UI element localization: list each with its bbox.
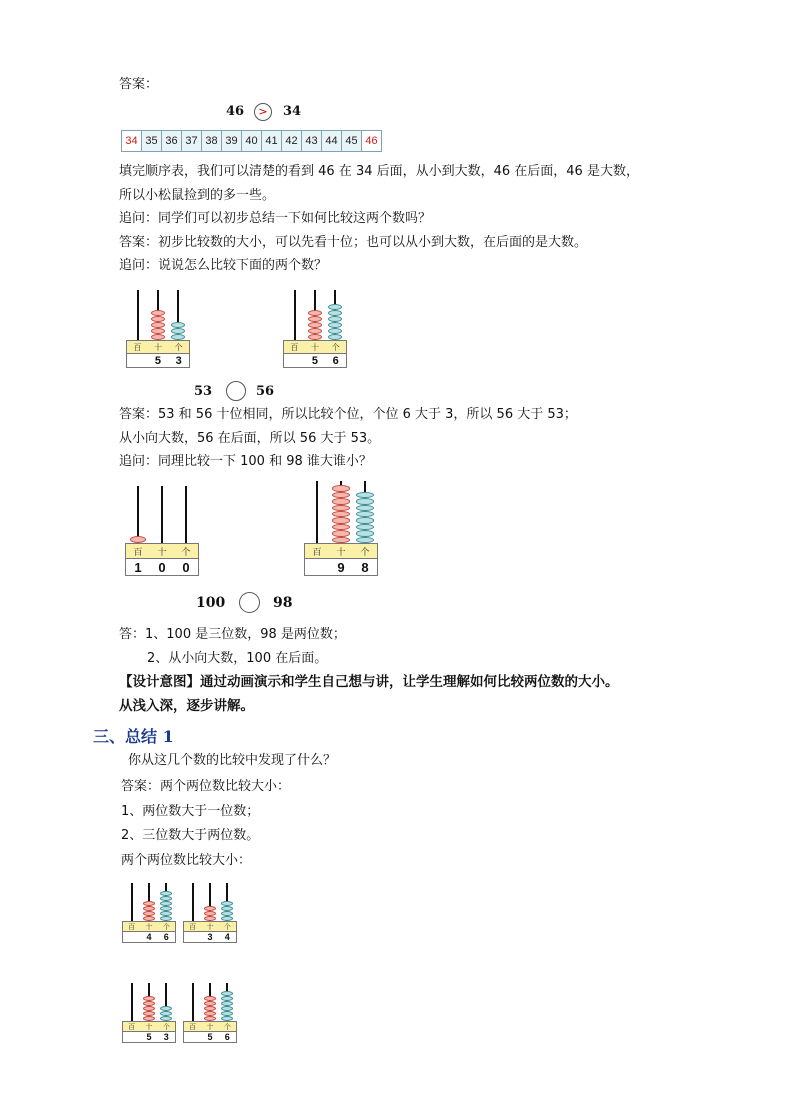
abacus-rod	[294, 290, 296, 340]
summary-point-2: 2、三位数大于两位数。	[121, 828, 260, 843]
abacus-bead	[332, 498, 350, 504]
summary-point-3: 两个两位数比较大小：	[121, 853, 252, 868]
digit: 9	[337, 559, 345, 575]
abacus-bead	[160, 891, 172, 896]
answer-2-line1: 答案：53 和 56 十位相同，所以比较个位，个位 6 大于 3，所以 56 大于 53；	[119, 407, 577, 422]
seq-cell: 34	[122, 130, 142, 152]
place-label: 个	[331, 342, 340, 352]
place-label: 个	[223, 922, 231, 931]
place-label: 百	[133, 342, 142, 352]
abacus-rod	[137, 290, 139, 340]
place-label-row	[122, 921, 176, 932]
answer-3-line1: 答：1、100 是三位数，98 是两位数；	[119, 627, 346, 642]
abacus-53	[126, 290, 190, 368]
abacus-bead	[328, 322, 342, 328]
abacus-98	[304, 481, 378, 576]
abacus-bead	[221, 1001, 233, 1006]
abacus-rod	[192, 883, 194, 921]
abacus-bead	[308, 310, 322, 316]
place-label: 个	[360, 547, 370, 558]
question-3: 追问：同理比较一下 100 和 98 谁大谁小？	[119, 454, 372, 469]
compare3-circle	[239, 592, 260, 613]
abacus-bead	[204, 1006, 216, 1011]
abacus-rod	[137, 486, 139, 543]
place-label: 十	[157, 547, 167, 558]
abacus-bead	[204, 1011, 216, 1016]
digit: 0	[158, 559, 166, 575]
abacus-bead	[356, 492, 374, 498]
digit: 5	[207, 1032, 213, 1042]
compare2-left: 53	[194, 384, 213, 399]
abacus-small-53	[122, 983, 176, 1043]
abacus-rod	[192, 983, 194, 1021]
abacus-bead	[160, 1011, 172, 1016]
compare3-left: 100	[196, 595, 226, 611]
digit-row	[125, 559, 199, 576]
abacus-bead	[171, 328, 185, 334]
digit: 0	[182, 559, 190, 575]
compare3-right: 98	[273, 595, 293, 611]
digit: 5	[311, 354, 319, 367]
place-label-row	[183, 921, 237, 932]
compare1-symbol: >	[254, 103, 272, 121]
place-label: 十	[206, 922, 214, 931]
digit: 5	[146, 1032, 152, 1042]
place-label: 个	[162, 1022, 170, 1031]
digit: 1	[134, 559, 142, 575]
abacus-bead	[356, 530, 374, 536]
abacus-bead	[356, 511, 374, 517]
abacus-bead	[204, 911, 216, 916]
abacus-bead	[328, 316, 342, 322]
compare1-right: 34	[283, 104, 302, 119]
place-label: 个	[174, 342, 183, 352]
design-intent-line1: 【设计意图】通过动画演示和学生自己想与讲，让学生理解如何比较两位数的大小。	[119, 674, 619, 690]
abacus-bead	[221, 911, 233, 916]
place-label: 百	[128, 922, 136, 931]
abacus-bead	[332, 505, 350, 511]
abacus-bead	[308, 316, 322, 322]
place-label: 十	[336, 547, 346, 558]
abacus-bead	[328, 328, 342, 334]
place-label: 百	[133, 547, 143, 558]
abacus-bead	[221, 1006, 233, 1011]
compare1-left: 46	[226, 104, 245, 119]
abacus-bead	[143, 1011, 155, 1016]
abacus-bead	[332, 517, 350, 523]
abacus-small-56	[183, 983, 237, 1043]
abacus-100	[125, 486, 199, 576]
abacus-bead	[151, 322, 165, 328]
place-label: 十	[153, 342, 162, 352]
abacus-bead	[143, 901, 155, 906]
abacus-bead	[328, 304, 342, 310]
abacus-bead	[130, 536, 146, 543]
abacus-bead	[221, 901, 233, 906]
place-label: 百	[290, 342, 299, 352]
answer-3-line2: 2、从小向大数，100 在后面。	[147, 651, 328, 666]
question-1: 追问：同学们可以初步总结一下如何比较这两个数吗？	[119, 211, 432, 226]
compare2-right: 56	[256, 384, 275, 399]
seq-cell: 35	[142, 130, 162, 152]
digit: 4	[224, 932, 230, 942]
para1-line1: 填完顺序表，我们可以清楚的看到 46 在 34 后面，从小到大数，46 在后面，46 是大数，	[119, 164, 639, 179]
answer-2-line2: 从小向大数，56 在后面，所以 56 大于 53。	[119, 431, 381, 446]
place-label: 十	[145, 922, 153, 931]
place-label-row	[283, 340, 347, 354]
place-label: 百	[312, 547, 322, 558]
seq-cell: 38	[202, 130, 222, 152]
abacus-bead	[160, 911, 172, 916]
place-label-row	[122, 1021, 176, 1032]
abacus-bead	[328, 310, 342, 316]
abacus-bead	[356, 505, 374, 511]
abacus-bead	[151, 328, 165, 334]
abacus-bead	[143, 906, 155, 911]
abacus-bead	[308, 328, 322, 334]
abacus-rod	[131, 983, 133, 1021]
digit-row	[283, 354, 347, 368]
abacus-bead	[221, 1011, 233, 1016]
digit: 5	[154, 354, 162, 367]
seq-cell: 42	[282, 130, 302, 152]
place-label: 十	[310, 342, 319, 352]
digit-row	[183, 1032, 237, 1043]
abacus-bead	[332, 530, 350, 536]
summary-question: 你从这几个数的比较中发现了什么？	[128, 753, 337, 768]
question-2: 追问：说说怎么比较下面的两个数？	[119, 258, 328, 273]
abacus-bead	[151, 310, 165, 316]
abacus-bead	[204, 1001, 216, 1006]
abacus-bead	[143, 1001, 155, 1006]
answer-1: 答案：初步比较数的大小，可以先看十位；也可以从小到大数，在后面的是大数。	[119, 235, 588, 250]
para1-line2: 所以小松鼠捡到的多一些。	[119, 188, 276, 203]
abacus-rod	[161, 486, 163, 543]
abacus-bead	[171, 322, 185, 328]
abacus-bead	[160, 906, 172, 911]
seq-cell: 36	[162, 130, 182, 152]
sequence-table	[121, 130, 382, 152]
place-label: 百	[189, 922, 197, 931]
abacus-bead	[332, 524, 350, 530]
digit: 4	[146, 932, 152, 942]
abacus-bead	[308, 322, 322, 328]
abacus-bead	[356, 524, 374, 530]
place-label: 十	[145, 1022, 153, 1031]
abacus-rod	[316, 481, 318, 543]
digit: 3	[207, 932, 213, 942]
place-label-row	[183, 1021, 237, 1032]
abacus-small-46	[122, 883, 176, 943]
summary-answer: 答案：两个两位数比较大小：	[121, 779, 291, 794]
compare2-circle	[226, 381, 246, 401]
seq-cell: 46	[362, 130, 382, 152]
abacus-bead	[143, 1006, 155, 1011]
place-label-row	[304, 543, 378, 559]
place-label: 个	[162, 922, 170, 931]
place-label: 个	[181, 547, 191, 558]
seq-cell: 40	[242, 130, 262, 152]
summary-point-1: 1、两位数大于一位数；	[121, 804, 260, 819]
digit-row	[183, 932, 237, 943]
abacus-bead	[356, 498, 374, 504]
digit: 3	[175, 354, 182, 367]
abacus-56	[283, 290, 347, 368]
digit: 6	[163, 932, 169, 942]
seq-cell: 44	[322, 130, 342, 152]
abacus-rod	[131, 883, 133, 921]
digit: 6	[224, 1032, 230, 1042]
place-label: 个	[223, 1022, 231, 1031]
abacus-bead	[160, 896, 172, 901]
abacus-bead	[204, 906, 216, 911]
abacus-bead	[160, 1006, 172, 1011]
place-label: 百	[189, 1022, 197, 1031]
section-title: 三、总结 1	[93, 727, 174, 746]
abacus-bead	[332, 492, 350, 498]
place-label: 十	[206, 1022, 214, 1031]
abacus-bead	[143, 996, 155, 1001]
seq-cell: 45	[342, 130, 362, 152]
abacus-bead	[221, 996, 233, 1001]
abacus-bead	[221, 906, 233, 911]
design-intent-line2: 从浅入深，逐步讲解。	[119, 698, 254, 714]
abacus-bead	[356, 517, 374, 523]
seq-cell: 37	[182, 130, 202, 152]
place-label-row	[126, 340, 190, 354]
digit-row	[122, 1032, 176, 1043]
abacus-bead	[204, 996, 216, 1001]
seq-cell: 41	[262, 130, 282, 152]
abacus-bead	[332, 485, 350, 491]
digit: 3	[163, 1032, 169, 1042]
digit-row	[126, 354, 190, 368]
place-label: 百	[128, 1022, 136, 1031]
place-label-row	[125, 543, 199, 559]
digit-row	[122, 932, 176, 943]
digit-row	[304, 559, 378, 576]
abacus-rod	[185, 486, 187, 543]
abacus-bead	[221, 991, 233, 996]
answer-label: 答案：	[119, 77, 159, 92]
seq-cell: 39	[222, 130, 242, 152]
abacus-bead	[143, 911, 155, 916]
abacus-bead	[332, 511, 350, 517]
abacus-small-34	[183, 883, 237, 943]
seq-cell: 43	[302, 130, 322, 152]
digit: 6	[332, 354, 339, 367]
abacus-bead	[160, 901, 172, 906]
abacus-bead	[151, 316, 165, 322]
digit: 8	[361, 559, 369, 575]
